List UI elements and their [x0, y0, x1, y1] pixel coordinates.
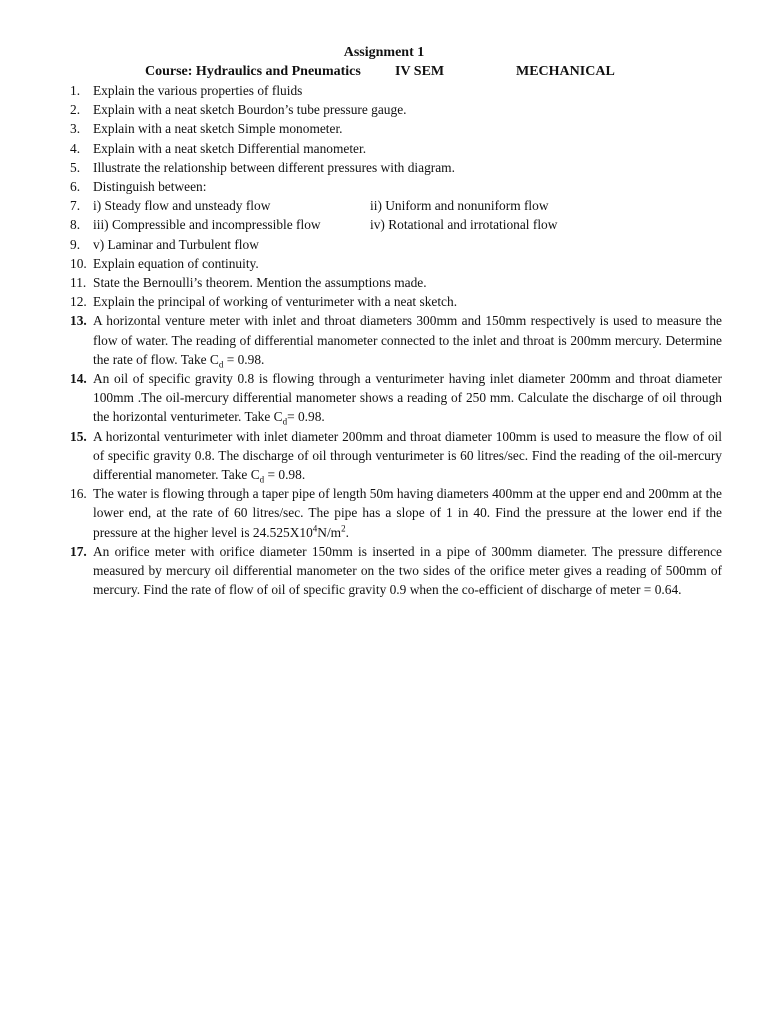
question-text-main: A horizontal venturimeter with inlet diameter 200mm and throat diameter 100mm is used to measure the flow of oil of specific gravity 0.8. The discharge of oil through venturimeter is 60 litres/sec. Find the reading of the oil-mercury differential manometer. Take C: [93, 428, 722, 483]
question-number: 11.: [70, 275, 87, 291]
question-number: 1.: [70, 83, 81, 98]
question-number: 9.: [70, 236, 81, 252]
subscript-d: d: [282, 417, 288, 428]
question-item: [70, 273, 722, 292]
question-text: Explain with a neat sketch Bourdon’s tube pressure gauge.: [93, 102, 407, 118]
question-text: [93, 427, 722, 485]
question-text-col2: iv) Rotational and irrotational flow: [370, 217, 558, 233]
question-number: 6.: [70, 179, 81, 195]
question-number: 8.: [70, 217, 81, 233]
question-number: 14.: [70, 371, 87, 387]
question-text: Distinguish between:: [93, 179, 207, 195]
question-text-tail: = 0.98.: [223, 351, 265, 367]
question-text-unit: N/m: [317, 524, 342, 540]
question-item: [70, 292, 722, 311]
question-text-tail: = 0.98.: [264, 467, 306, 483]
question-text: Explain with a neat sketch Simple monometer.: [93, 121, 343, 137]
question-text: i) Steady flow and unsteady flow: [93, 198, 271, 214]
question-text: An orifice meter with orifice diameter 150mm is inserted in a pipe of 300mm diameter. The pressure difference measured by mercury oil differential manometer on the two sides of the orifice meter gives a reading of 500mm of mercury. Find the rate of flow of oil of specific gravity 0.9 when the co-efficient of discharge of meter = 0.64.: [93, 543, 722, 598]
question-item: [70, 235, 722, 254]
question-number: 3.: [70, 121, 81, 137]
question-text: Explain equation of continuity.: [93, 255, 259, 271]
question-list: [70, 81, 722, 599]
question-number: 2.: [70, 102, 81, 118]
course-name: Course: Hydraulics and Pneumatics: [145, 64, 361, 79]
question-item: [70, 196, 722, 215]
question-item: [70, 254, 722, 273]
question-text: [93, 369, 722, 427]
question-text: Explain the various properties of fluids: [93, 83, 303, 98]
question-number: 12.: [70, 294, 87, 310]
semester-label: IV SEM: [395, 64, 445, 79]
question-item: [70, 311, 722, 369]
superscript-4: 4: [312, 523, 318, 534]
question-text-main: The water is flowing through a taper pipe of length 50m having diameters 400mm at the upper end and 200mm at the lower end, at the rate of 60 litres/sec. The pipe has a slope of 1 in 40. Find the pressure at the lower end if the pressure at the higher level is 24.525X10: [93, 486, 722, 540]
question-item: [70, 369, 722, 427]
question-number: 15.: [70, 428, 87, 444]
subscript-d: d: [259, 474, 265, 485]
subscript-d: d: [218, 359, 224, 370]
question-item: [70, 81, 722, 100]
question-text: Explain with a neat sketch Differential manometer.: [93, 140, 367, 156]
question-text: [93, 484, 722, 542]
superscript-2: 2: [341, 523, 346, 534]
question-number: 10.: [70, 255, 87, 271]
question-item: [70, 215, 722, 234]
question-item: [70, 119, 722, 138]
question-item: [70, 484, 722, 542]
question-number: 16.: [70, 486, 87, 502]
question-text: iii) Compressible and incompressible flow: [93, 217, 321, 233]
question-number: 4.: [70, 140, 81, 156]
question-text: v) Laminar and Turbulent flow: [93, 236, 259, 252]
question-text-main: A horizontal venture meter with inlet and throat diameters 300mm and 150mm respectively is used to measure the flow of water. The reading of differential manometer connected to the inlet and throat is 200mm mercury. Determine the rate of flow. Take C: [93, 313, 722, 367]
question-number: 7.: [70, 198, 81, 214]
question-number: 17.: [70, 543, 87, 559]
question-item: [70, 427, 722, 485]
question-number: 13.: [70, 313, 87, 329]
question-number: 5.: [70, 159, 81, 175]
question-text-tail: = 0.98.: [287, 409, 325, 425]
question-item: [70, 139, 722, 158]
question-item: [70, 158, 722, 177]
question-text: Explain the principal of working of venturimeter with a neat sketch.: [93, 294, 458, 310]
question-text-col2: ii) Uniform and nonuniform flow: [370, 198, 549, 214]
question-text-main: An oil of specific gravity 0.8 is flowing through a venturimeter having inlet diameter 200mm and throat diameter 100mm .The oil-mercury differential manometer shows a reading of 250 mm. Calculate the discharge of oil through the horizontal venturimeter. Take C: [93, 371, 722, 425]
question-text-tail: .: [345, 524, 349, 540]
question-text: Illustrate the relationship between different pressures with diagram.: [93, 159, 455, 175]
question-item: [70, 100, 722, 119]
question-text: State the Bernoulli’s theorem. Mention the assumptions made.: [93, 275, 427, 291]
question-text: [93, 311, 722, 369]
question-item: [70, 542, 722, 600]
branch-label: MECHANICAL: [516, 64, 615, 79]
question-item: [70, 177, 722, 196]
assignment-title: Assignment 1: [343, 45, 425, 60]
